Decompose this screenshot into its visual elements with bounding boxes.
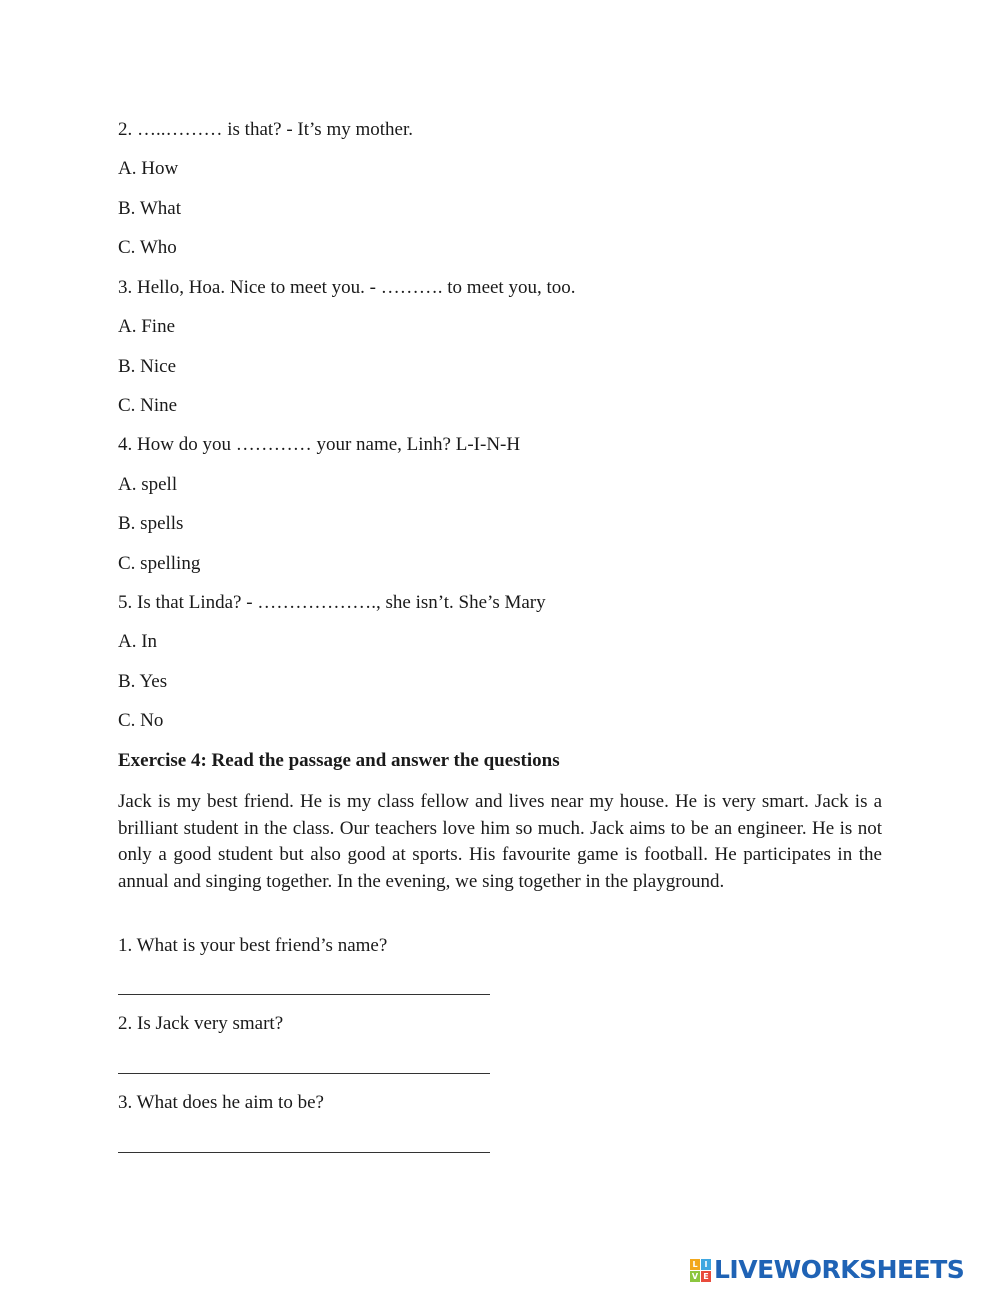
question-3-option-a[interactable]: A. Fine	[118, 316, 175, 337]
question-5-prompt: 5. Is that Linda? - ………………., she isn’t. She’s Mary	[118, 592, 546, 613]
answer-line-2[interactable]	[118, 1073, 490, 1074]
question-2-prompt: 2. …..……… is that? - It’s my mother.	[118, 119, 414, 140]
question-5-option-b[interactable]: B. Yes	[118, 671, 168, 692]
question-5-option-a[interactable]: A. In	[118, 631, 158, 652]
question-2-option-c[interactable]: C. Who	[118, 237, 177, 258]
answer-line-3[interactable]	[118, 1152, 490, 1153]
answer-line-1[interactable]	[118, 994, 490, 995]
logo-mark-l: L	[690, 1259, 700, 1270]
question-3-option-c[interactable]: C. Nine	[118, 395, 178, 416]
question-5-option-c[interactable]: C. No	[118, 710, 164, 731]
logo-mark-i: I	[701, 1259, 711, 1270]
reading-question-3: 3. What does he aim to be?	[118, 1092, 324, 1113]
question-2-option-a[interactable]: A. How	[118, 158, 179, 179]
liveworksheets-logo-icon	[690, 1259, 711, 1282]
question-3-option-b[interactable]: B. Nice	[118, 356, 177, 377]
reading-question-2: 2. Is Jack very smart?	[118, 1013, 284, 1034]
logo-mark-e: E	[701, 1271, 711, 1282]
question-4-option-b[interactable]: B. spells	[118, 513, 184, 534]
question-4-option-c[interactable]: C. spelling	[118, 553, 201, 574]
logo-mark-v: V	[691, 1271, 699, 1281]
logo-text: LIVEWORKSHEETS	[714, 1255, 965, 1284]
exercise-4-passage: Jack is my best friend. He is my class fellow and lives near my house. He is very smart. Jack is a brilliant student in the class. Our teachers love him so much. Jack aims to be an engineer. He is not only a good student but also good at sports. His favourite game is football. He participates in the annual and singing together. In the evening, we sing together in the playground.	[118, 791, 882, 892]
question-4-option-a[interactable]: A. spell	[118, 474, 178, 495]
exercise-4-heading: Exercise 4: Read the passage and answer the questions	[118, 750, 560, 771]
liveworksheets-logo	[690, 1255, 964, 1285]
reading-question-1: 1. What is your best friend’s name?	[118, 935, 388, 956]
question-2-option-b[interactable]: B. What	[118, 198, 181, 219]
question-3-prompt: 3. Hello, Hoa. Nice to meet you. - ………. to meet you, too.	[118, 277, 576, 298]
question-4-prompt: 4. How do you ………… your name, Linh? L-I-N-H	[118, 434, 521, 455]
